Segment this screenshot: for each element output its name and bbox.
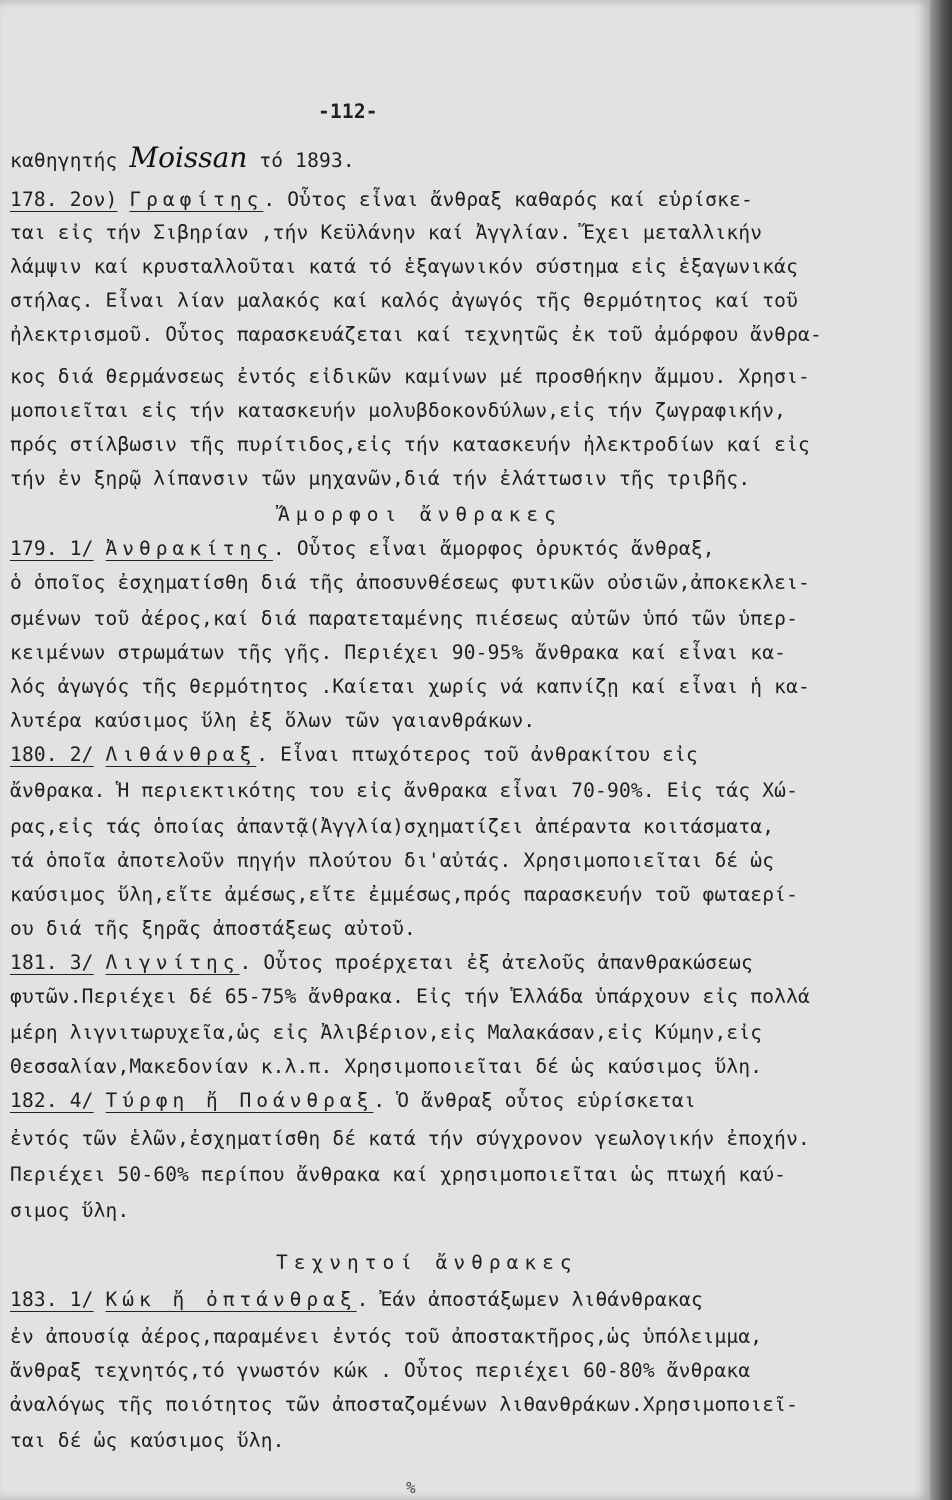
entry-183-heading-line — [10, 1285, 703, 1315]
text-line: κειμένων στρωμάτων τῆς γῆς. Περιέχει 90-95% ἄνθρακα καί εἶναι κα- — [10, 641, 787, 664]
footer-mark: % — [406, 1478, 416, 1497]
entry-180-heading-line — [10, 740, 698, 770]
entry-181-heading-line — [10, 948, 753, 978]
entry-number: 182. 4/ — [10, 1089, 94, 1112]
text-line: ται δέ ὡς καύσιμος ὕλη. — [10, 1429, 285, 1452]
entry-term: Τύρφη ἤ Ποάνθραξ — [105, 1089, 374, 1112]
text-fragment: . Οὗτος εἶναι ἄνθραξ καθαρός καί εὑρίσκε- — [263, 188, 753, 211]
entry-number: 183. 1/ — [10, 1288, 94, 1311]
page-number: -112- — [318, 100, 378, 123]
entry-term: Λιγνίτης — [105, 951, 240, 974]
text-line: ἄνθρακα. Ἡ περιεκτικότης του εἰς ἄνθρακα εἶναι 70-90%. Εἰς τάς Χώ- — [10, 779, 799, 802]
section-heading-amorphous-carbons: Ἄμορφοι ἄνθρακες — [278, 503, 562, 526]
text-fragment: καθηγητής — [10, 149, 118, 172]
text-line: ὁ ὁποῖος ἐσχηματίσθη διά τῆς ἀποσυνθέσεως φυτικῶν οὐσιῶν,ἀποκεκλει- — [10, 571, 810, 594]
text-line: ου διά τῆς ξηρᾶς ἀποστάξεως αὐτοῦ. — [10, 917, 416, 940]
entry-term: Γραφίτης — [129, 188, 264, 211]
entry-number: 181. 3/ — [10, 951, 94, 974]
text-line: ρας,εἰς τάς ὁποίας ἀπαντᾷ(Ἀγγλία)σχηματίζει ἀπέραντα κοιτάσματα, — [10, 815, 775, 838]
text-line: στήλας. Εἶναι λίαν μαλακός καί καλός ἀγωγός τῆς θερμότητος καί τοῦ — [10, 289, 799, 312]
text-line: ἐν ἀπουσίᾳ ἀέρος,παραμένει ἐντός τοῦ ἀποστακτῆρος,ὡς ὑπόλειμμα, — [10, 1325, 763, 1348]
text-line: πρός στίλβωσιν τῆς πυρίτιδος,εἰς τήν κατασκευήν ἠλεκτροδίων καί εἰς — [10, 433, 810, 456]
text-fragment: . Ὁ ἄνθραξ οὗτος εὑρίσκεται — [373, 1089, 696, 1112]
text-line-1 — [10, 143, 355, 173]
text-line: λυτέρα καύσιμος ὕλη ἐξ ὅλων τῶν γαιανθράκων. — [10, 709, 536, 732]
text-line: τήν ἐν ξηρῷ λίπανσιν τῶν μηχανῶν,διά τήν ἐλάττωσιν τῆς τριβῆς. — [10, 467, 751, 490]
text-line: ται εἰς τήν Σιβηρίαν ,τήν Κεϋλάνην καί Ἀγγλίαν. Ἔχει μεταλλικήν — [10, 221, 763, 244]
text-line: ἄνθραξ τεχνητός,τό γνωστόν κώκ . Οὗτος περιέχει 60-80% ἄνθρακα — [10, 1359, 751, 1382]
text-fragment: τό 1893. — [259, 149, 355, 172]
text-line: σιμος ὕλη. — [10, 1199, 130, 1222]
text-line: μοποιεῖται εἰς τήν κατασκευήν μολυβδοκονδύλων,εἰς τήν ζωγραφικήν, — [10, 399, 787, 422]
text-line: ἐντός τῶν ἑλῶν,ἐσχηματίσθη δέ κατά τήν σύγχρονον γεωλογικήν ἐποχήν. — [10, 1127, 810, 1150]
text-line: τά ὁποῖα ἀποτελοῦν πηγήν πλούτου δι'αὐτάς. Χρησιμοποιεῖται δέ ὡς — [10, 849, 775, 872]
text-line: Περιέχει 50-60% περίπου ἄνθρακα καί χρησιμοποιεῖται ὡς πτωχή καύ- — [10, 1163, 787, 1186]
text-line: κος διά θερμάνσεως ἐντός εἰδικῶν καμίνων μέ προσθήκην ἄμμου. Χρησι- — [10, 365, 810, 388]
text-line: καύσιμος ὕλη,εἴτε ἀμέσως,εἴτε ἐμμέσως,πρός παρασκευήν τοῦ φωταερί- — [10, 883, 799, 906]
handwritten-name: Moissan — [129, 141, 248, 174]
text-fragment: . Οὗτος προέρχεται ἐξ ἀτελοῦς ἀπανθρακώσεως — [239, 951, 753, 974]
entry-number: 179. 1/ — [10, 537, 94, 560]
text-line: Θεσσαλίαν,Μακεδονίαν κ.λ.π. Χρησιμοποιεῖται δέ ὡς καύσιμος ὕλη. — [10, 1055, 763, 1078]
entry-182-heading-line — [10, 1086, 696, 1116]
text-line: λός ἀγωγός τῆς θερμότητος .Καίεται χωρίς νά καπνίζῃ καί εἶναι ἡ κα- — [10, 675, 810, 698]
page-edge-shadow — [930, 0, 952, 1500]
text-line: λάμψιν καί κρυσταλλοῦται κατά τό ἑξαγωνικόν σύστημα εἰς ἑξαγωνικάς — [10, 255, 799, 278]
entry-term: Κώκ ἤ ὀπτάνθραξ — [105, 1288, 357, 1311]
text-line: σμένων τοῦ ἀέρος,καί διά παρατεταμένης πιέσεως αὐτῶν ὑπό τῶν ὑπερ- — [10, 607, 799, 630]
entry-number: 180. 2/ — [10, 743, 94, 766]
text-line: ἀναλόγως τῆς ποιότητος τῶν ἀποσταζομένων λιθανθράκων.Χρησιμοποιεῖ- — [10, 1393, 799, 1416]
text-fragment: . Εἶναι πτωχότερος τοῦ ἀνθρακίτου εἰς — [256, 743, 698, 766]
section-heading-artificial-carbons: Τεχνητοί ἄνθρακες — [276, 1251, 578, 1274]
entry-178-heading-line — [10, 185, 753, 215]
text-line: φυτῶν.Περιέχει δέ 65-75% ἄνθρακα. Εἰς τήν Ἑλλάδα ὑπάρχουν εἰς πολλά — [10, 985, 810, 1008]
text-line: ἠλεκτρισμοῦ. Οὗτος παρασκευάζεται καί τεχνητῶς ἐκ τοῦ ἀμόρφου ἄνθρα- — [10, 323, 822, 346]
entry-term: Λιθάνθραξ — [105, 743, 257, 766]
entry-number: 178. 2ον) — [10, 188, 118, 211]
text-line: μέρη λιγνιτωρυχεῖα,ὡς εἰς Ἀλιβέριον,εἰς Μαλακάσαν,εἰς Κύμην,εἰς — [10, 1021, 763, 1044]
entry-179-heading-line — [10, 534, 715, 564]
entry-term: Ἀνθρακίτης — [105, 537, 273, 560]
text-fragment: . Ἐάν ἀποστάξωμεν λιθάνθρακας — [356, 1288, 703, 1311]
text-fragment: . Οὗτος εἶναι ἄμορφος ὀρυκτός ἄνθραξ, — [272, 537, 715, 560]
